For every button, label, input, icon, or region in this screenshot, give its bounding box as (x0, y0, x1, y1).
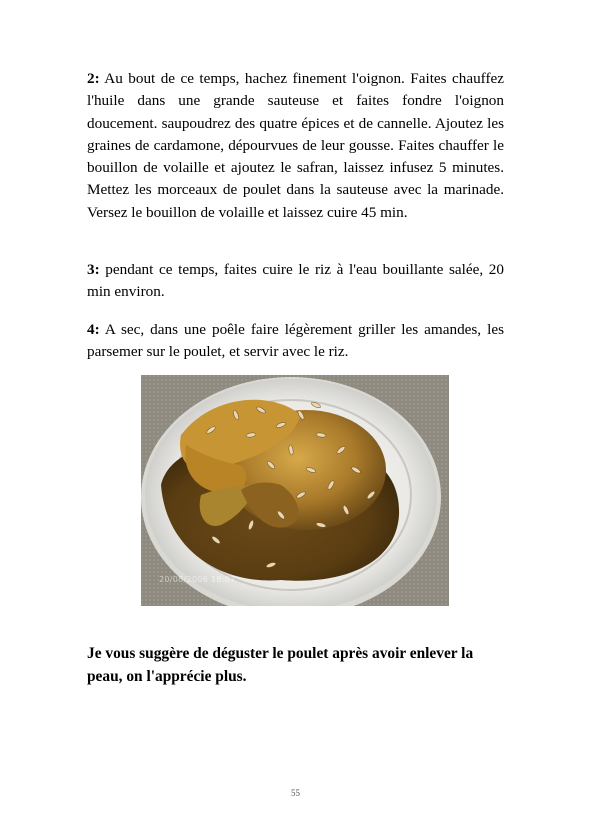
step-3-text: pendant ce temps, faites cuire le riz à l'eau bouillante salée, 20 min environ. (87, 261, 504, 301)
step-2-text: Au bout de ce temps, hachez finement l'oignon. Faites chauffez l'huile dans une grande sauteuse et faites fondre l'oignon doucement. saupoudrez des quatre épices et de cannelle. Ajoutez les graines de cardamone, dépourvues de leur gousse. Faites chauffer le bouillon de volaille et ajoutez le safran, laissez infusez 5 minutes. Mettez les morceaux de poulet dans la sauteuse avec la marinade. Versez le bouillon de volaille et laissez cuire 45 min. (87, 70, 504, 221)
step-2-number: 2: (87, 70, 100, 87)
step-3-number: 3: (87, 261, 100, 278)
step-4-paragraph (87, 319, 504, 364)
step-3-paragraph (87, 259, 504, 304)
closing-note: Je vous suggère de déguster le poulet après avoir enlever la peau, on l'apprécie plus. (87, 645, 474, 685)
dish-photo (141, 375, 449, 606)
step-4-text: A sec, dans une poêle faire légèrement griller les amandes, les parsemer sur le poulet, et servir avec le riz. (87, 321, 504, 361)
chicken-tagine-image (141, 375, 449, 606)
page-number: 55 (291, 788, 300, 798)
photo-date-stamp: 20/08/2006 18:07 (159, 575, 236, 584)
step-2-paragraph (87, 68, 504, 224)
step-4-number: 4: (87, 321, 100, 338)
